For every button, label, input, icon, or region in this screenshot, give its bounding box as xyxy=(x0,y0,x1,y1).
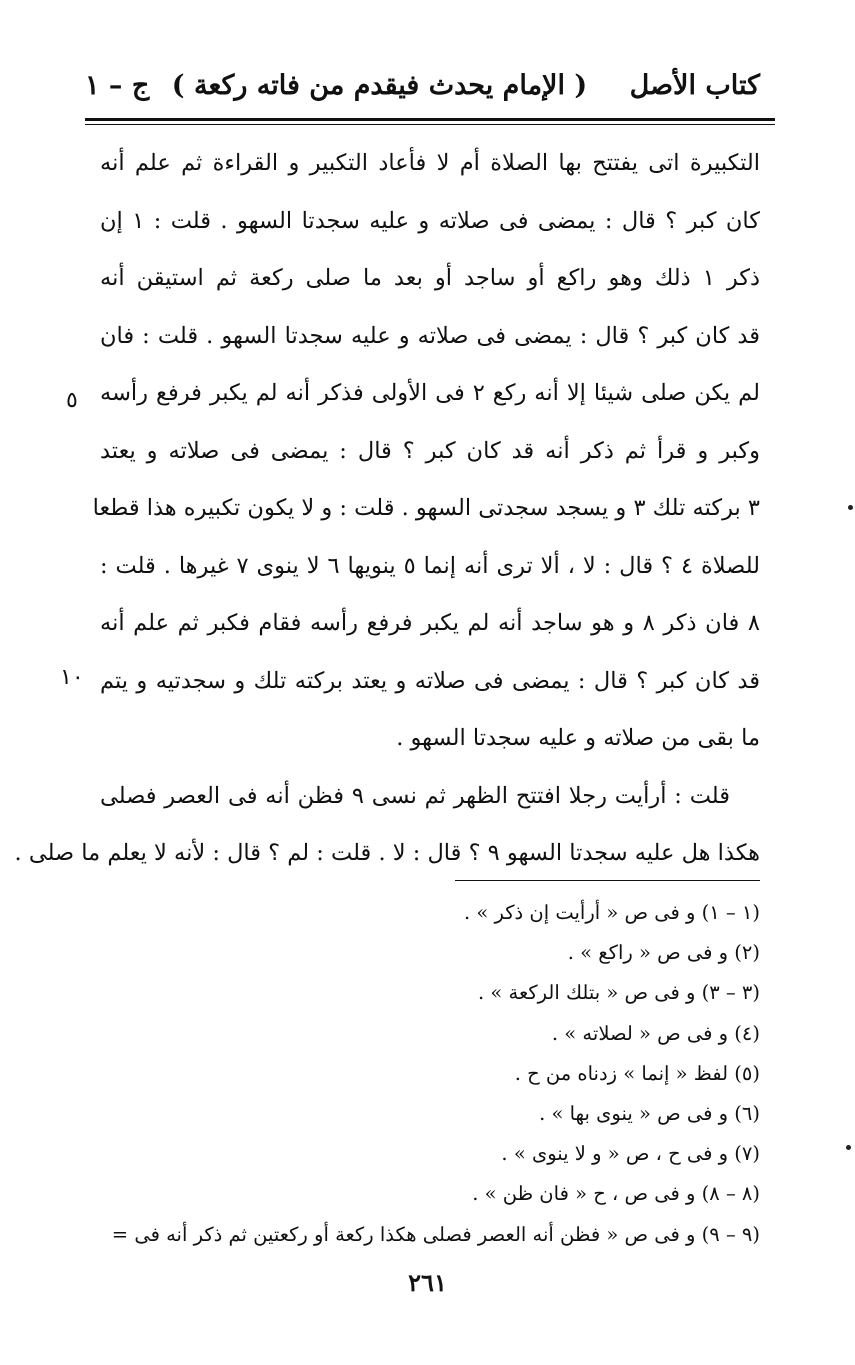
footnote: (٥) لفظ « إنما » زدناه من ح . xyxy=(514,1061,760,1085)
line-number-marker: ٥ xyxy=(66,388,78,413)
volume-indicator: ج – ١ xyxy=(85,69,150,101)
footnotes xyxy=(90,893,760,1255)
text-line: للصلاة ٤ ؟ قال : لا ، ألا ترى أنه إنما ٥ ينويها ٦ لا ينوى ٧ غيرها . قلت : xyxy=(100,552,760,579)
text-line: ٣ بركته تلك ٣ و يسجد سجدتى السهو . قلت : و لا يكون تكبيره هذا قطعا xyxy=(92,495,760,521)
line-number-marker: ١٠ xyxy=(60,665,84,690)
footnote: (٩ – ٩) و فى ص « فظن أنه العصر فصلى هكذا ركعة أو ركعتين ثم ذكر أنه فى = xyxy=(111,1222,760,1246)
text-line: وكبر و قرأ ثم ذكر أنه قد كان كبر ؟ قال : يمضى فى صلاته و يعتد xyxy=(100,437,760,464)
section-title: ( الإمام يحدث فيقدم من فاته ركعة ) xyxy=(171,69,588,101)
footnote: (٣ – ٣) و فى ص « بتلك الركعة » . xyxy=(477,981,760,1005)
header-rule-thin xyxy=(85,124,775,125)
text-line: ذكر ١ ذلك وهو راكع أو ساجد أو بعد ما صلى ركعة ثم استيقن أنه xyxy=(100,265,760,291)
scan-speck xyxy=(848,505,853,510)
footnote: (٨ – ٨) و فى ص ، ح « فان ظن » . xyxy=(472,1182,760,1206)
text-line: ما بقى من صلاته و عليه سجدتا السهو . xyxy=(396,725,760,751)
text-line: لم يكن صلى شيئا إلا أنه ركع ٢ فى الأولى فذكر أنه لم يكبر فرفع رأسه xyxy=(100,380,760,406)
text-line: قد كان كبر ؟ قال : يمضى فى صلاته و يعتد بركته تلك و سجدتيه و يتم xyxy=(100,667,760,694)
footnote: (٢) و فى ص « راكع » . xyxy=(567,941,760,965)
text-line: هكذا هل عليه سجدتا السهو ٩ ؟ قال : لا . قلت : لم ؟ قال : لأنه لا يعلم ما صلى . xyxy=(14,840,760,866)
scan-speck xyxy=(846,1145,851,1150)
header-rule-thick xyxy=(85,118,775,121)
text-line: كان كبر ؟ قال : يمضى فى صلاته و عليه سجدتا السهو . قلت : ١ إن xyxy=(100,207,760,234)
footnote: (٤) و فى ص « لصلاته » . xyxy=(551,1021,760,1045)
text-line: ٨ فان ذكر ٨ و هو ساجد أنه لم يكبر فرفع رأسه فقام فكبر ثم علم أنه xyxy=(100,610,760,636)
text-line: قلت : أرأيت رجلا افتتح الظهر ثم نسى ٩ فظن أنه فى العصر فصلى xyxy=(100,782,730,809)
text-line: التكبيرة اتى يفتتح بها الصلاة أم لا فأعاد التكبير و القراءة ثم علم أنه xyxy=(100,150,760,176)
footnote: (١ – ١) و فى ص « أرأيت إن ذكر » . xyxy=(463,901,760,924)
text-line: قد كان كبر ؟ قال : يمضى فى صلاته و عليه سجدتا السهو . قلت : فان xyxy=(100,322,760,349)
running-header xyxy=(85,60,760,110)
footnote: (٦) و فى ص « ينوى بها » . xyxy=(539,1101,760,1125)
footnote-separator xyxy=(455,880,760,881)
footnote: (٧) و فى ح ، ص « و لا ينوى » . xyxy=(501,1142,760,1166)
book-title: كتاب الأصل xyxy=(629,69,760,101)
page-number: ٢٦١ xyxy=(408,1268,447,1297)
